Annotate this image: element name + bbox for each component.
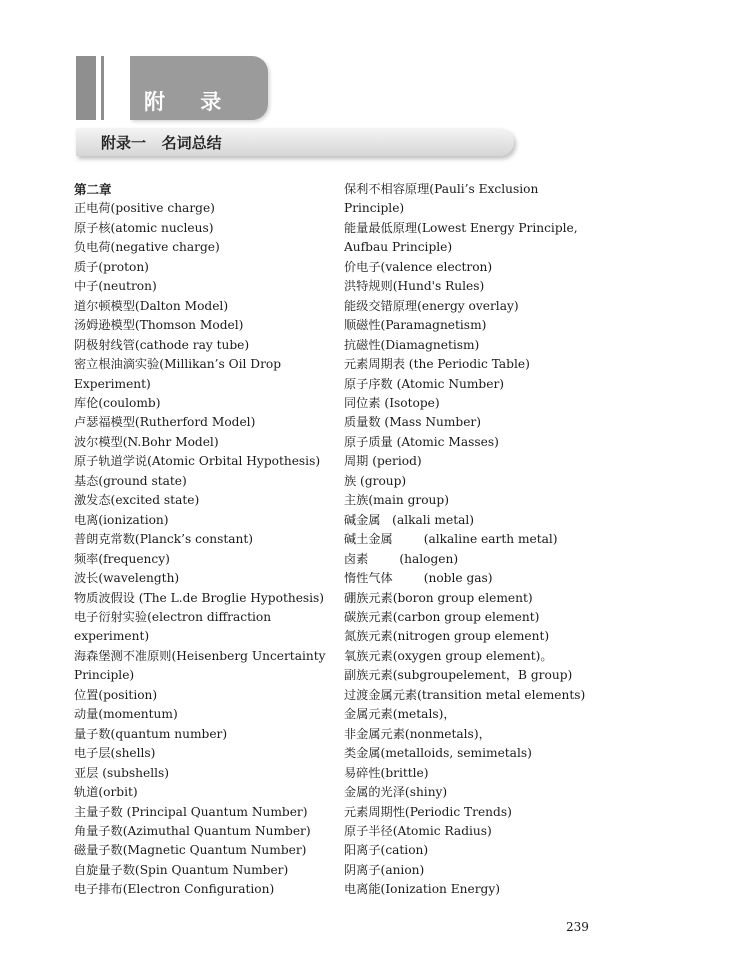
- term-entry: 电子排布(Electron Configuration): [74, 882, 275, 897]
- appendix-header: [76, 56, 268, 120]
- term-entry: 阴离子(anion): [344, 862, 425, 877]
- term-entry: 量子数(quantum number): [74, 726, 228, 741]
- term-entry: 碱土金属 (alkaline earth metal): [344, 532, 558, 547]
- term-entry: Principle): [74, 668, 135, 683]
- term-entry: 阳离子(cation): [344, 843, 429, 858]
- term-entry: 元素周期表 (the Periodic Table): [344, 357, 530, 372]
- term-entry: 氧族元素(oxygen group element)。: [344, 648, 553, 663]
- term-entry: 惰性气体 (noble gas): [344, 571, 493, 586]
- header-decor-line: [101, 56, 104, 120]
- term-entry: 顺磁性(Paramagnetism): [344, 318, 487, 333]
- term-entry: 物质波假设 (The L.de Broglie Hypothesis): [74, 590, 325, 605]
- term-entry: 原子半径(Atomic Radius): [344, 823, 492, 838]
- term-entry: 密立根油滴实验(Millikan’s Oil Drop: [74, 357, 282, 372]
- term-entry: 原子核(atomic nucleus): [74, 220, 214, 235]
- term-entry: 元素周期性(Periodic Trends): [344, 804, 512, 819]
- term-entry: 硼族元素(boron group element): [344, 590, 533, 605]
- term-entry: 正电荷(positive charge): [74, 201, 215, 216]
- term-entry: 波尔模型(N.Bohr Model): [74, 434, 219, 449]
- section-banner: [76, 128, 514, 156]
- term-entry: 轨道(orbit): [74, 785, 138, 800]
- term-entry: 中子(neutron): [74, 279, 157, 294]
- term-entry: 海森堡测不准原则(Heisenberg Uncertainty: [74, 648, 326, 663]
- term-entry: 激发态(excited state): [74, 493, 200, 508]
- term-entry: 位置(position): [74, 687, 158, 702]
- term-entry: 价电子(valence electron): [344, 259, 493, 274]
- term-entry: 电子层(shells): [74, 746, 156, 761]
- term-entry: 基态(ground state): [74, 473, 187, 488]
- term-entry: Aufbau Principle): [344, 240, 453, 255]
- term-entry: 角量子数(Azimuthal Quantum Number): [74, 823, 311, 838]
- term-entry: 能量最低原理(Lowest Energy Principle,: [344, 220, 578, 235]
- chapter-heading: 第二章: [74, 182, 112, 197]
- term-entry: Principle): [344, 201, 405, 216]
- term-entry: 副族元素(subgroupelement，B group): [344, 668, 573, 683]
- term-entry: 主族(main group): [344, 493, 449, 508]
- term-entry: 电离能(Ionization Energy): [344, 882, 500, 897]
- term-entry: 氮族元素(nitrogen group element): [344, 629, 550, 644]
- term-entry: 能级交错原理(energy overlay): [344, 298, 519, 313]
- term-entry: 抗磁性(Diamagnetism): [344, 337, 480, 352]
- term-entry: 易碎性(brittle): [344, 765, 429, 780]
- term-entry: 碳族元素(carbon group element): [344, 609, 540, 624]
- term-entry: 动量(momentum): [74, 707, 178, 722]
- term-entry: 类金属(metalloids, semimetals): [344, 746, 532, 761]
- term-entry: 洪特规则(Hund's Rules): [344, 279, 485, 294]
- page-number: 239: [566, 920, 589, 934]
- right-column: [344, 180, 614, 900]
- term-entry: 库伦(coulomb): [74, 395, 161, 410]
- section-title: 附录一 名词总结: [101, 134, 222, 152]
- term-entry: 卢瑟福模型(Rutherford Model): [74, 415, 256, 430]
- term-entry: Experiment): [74, 376, 151, 391]
- term-entry: 质量数 (Mass Number): [344, 415, 481, 430]
- term-entry: 亚层 (subshells): [74, 765, 170, 780]
- left-column: [74, 180, 336, 900]
- term-entry: experiment): [74, 629, 150, 644]
- term-entry: 过渡金属元素(transition metal elements): [344, 687, 586, 702]
- term-entry: 原子序数 (Atomic Number): [344, 376, 505, 391]
- term-entry: 阴极射线管(cathode ray tube): [74, 337, 250, 352]
- term-entry: 非金属元素(nonmetals)，: [344, 726, 491, 741]
- term-entry: 负电荷(negative charge): [74, 240, 220, 255]
- term-entry: 金属元素(metals)，: [344, 707, 456, 722]
- term-entry: 自旋量子数(Spin Quantum Number): [74, 862, 289, 877]
- term-entry: 周期 (period): [344, 454, 422, 469]
- term-entry: 卤素 (halogen): [344, 551, 459, 566]
- term-entry: 汤姆逊模型(Thomson Model): [74, 318, 244, 333]
- term-entry: 金属的光泽(shiny): [344, 785, 448, 800]
- term-entry: 电离(ionization): [74, 512, 169, 527]
- term-entry: 原子轨道学说(Atomic Orbital Hypothesis): [74, 454, 321, 469]
- term-entry: 质子(proton): [74, 259, 149, 274]
- appendix-title: 附 录: [144, 90, 236, 114]
- term-entry: 碱金属 (alkali metal): [344, 512, 475, 527]
- term-entry: 道尔顿模型(Dalton Model): [74, 298, 229, 313]
- term-entry: 波长(wavelength): [74, 571, 180, 586]
- term-entry: 电子衍射实验(electron diffraction: [74, 609, 272, 624]
- appendix-title-box: [130, 56, 268, 120]
- header-decor-bar: [76, 56, 96, 120]
- term-entry: 频率(frequency): [74, 551, 170, 566]
- term-entry: 普朗克常数(Planck’s constant): [74, 532, 254, 547]
- term-entry: 族 (group): [344, 473, 407, 488]
- term-entry: 主量子数 (Principal Quantum Number): [74, 804, 308, 819]
- term-entry: 保利不相容原理(Pauli’s Exclusion: [344, 182, 539, 196]
- term-entry: 同位素 (Isotope): [344, 395, 440, 410]
- term-entry: 磁量子数(Magnetic Quantum Number): [74, 843, 307, 858]
- term-entry: 原子质量 (Atomic Masses): [344, 434, 499, 449]
